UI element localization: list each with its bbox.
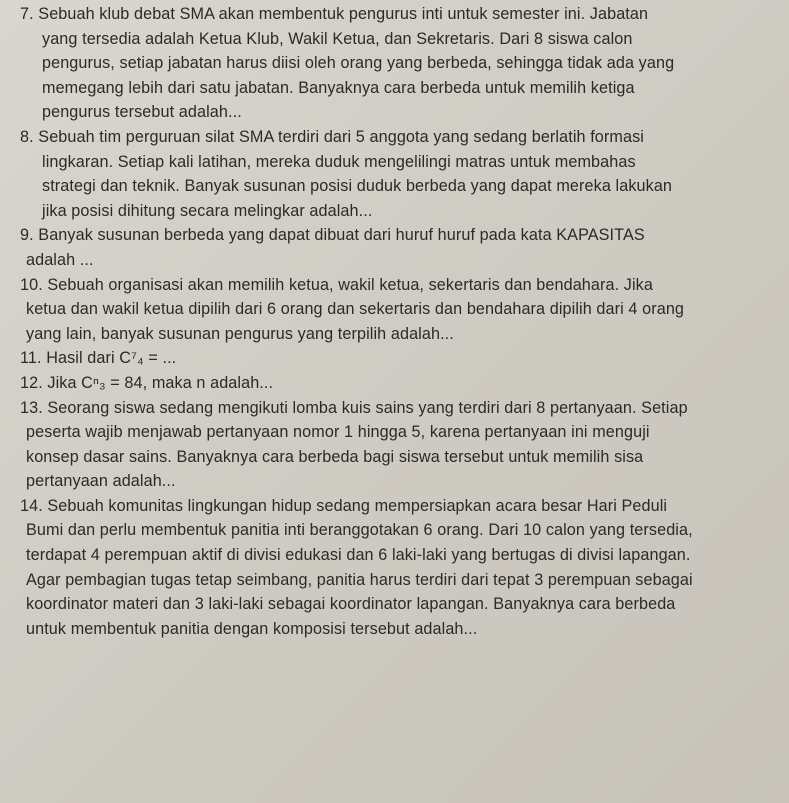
question-line: Agar pembagian tugas tetap seimbang, panitia harus terdiri dari tepat 3 perempuan sebagai: [26, 570, 693, 589]
question-line: 14. Sebuah komunitas lingkungan hidup sedang mempersiapkan acara besar Hari Peduli: [20, 496, 668, 515]
question-line: ketua dan wakil ketua dipilih dari 6 orang dan sekertaris dan bendahara dipilih dari 4 orang: [26, 300, 685, 319]
question-line: strategi dan teknik. Banyak susunan posisi duduk berbeda yang dapat mereka lakukan: [42, 177, 673, 196]
question-9: [20, 223, 775, 272]
question-line: 11. Hasil dari C⁷₄ = ...: [20, 349, 177, 368]
question-14: [20, 494, 775, 642]
question-line: memegang lebih dari satu jabatan. Banyaknya cara berbeda untuk memilih ketiga: [42, 78, 635, 97]
question-line: 10. Sebuah organisasi akan memilih ketua, wakil ketua, sekertaris dan bendahara. Jika: [20, 275, 653, 294]
question-line: lingkaran. Setiap kali latihan, mereka duduk mengelilingi matras untuk membahas: [42, 152, 636, 171]
question-line: Bumi dan perlu membentuk panitia inti beranggotakan 6 orang. Dari 10 calon yang tersedia,: [26, 521, 693, 540]
question-7: [20, 2, 775, 125]
question-line: koordinator materi dan 3 laki-laki sebagai koordinator lapangan. Banyaknya cara berbeda: [26, 595, 676, 614]
question-line: peserta wajib menjawab pertanyaan nomor 1 hingga 5, karena pertanyaan ini menguji: [26, 423, 650, 442]
question-line: 8. Sebuah tim perguruan silat SMA terdiri dari 5 anggota yang sedang berlatih formasi: [20, 127, 644, 146]
question-10: [20, 273, 775, 347]
question-line: konsep dasar sains. Banyaknya cara berbeda bagi siswa tersebut untuk memilih sisa: [26, 447, 644, 466]
question-12: [20, 371, 775, 396]
question-line: 12. Jika Cⁿ₃ = 84, maka n adalah...: [20, 373, 274, 392]
question-line: adalah ...: [26, 250, 94, 269]
question-line: 7. Sebuah klub debat SMA akan membentuk pengurus inti untuk semester ini. Jabatan: [20, 5, 649, 23]
question-line: pengurus tersebut adalah...: [42, 103, 242, 122]
question-line: yang tersedia adalah Ketua Klub, Wakil Ketua, dan Sekretaris. Dari 8 siswa calon: [42, 29, 633, 48]
question-11: [20, 346, 775, 371]
question-8: [20, 125, 775, 223]
question-line: terdapat 4 perempuan aktif di divisi edukasi dan 6 laki-laki yang bertugas di divisi lapangan.: [26, 546, 691, 565]
question-line: yang lain, banyak susunan pengurus yang terpilih adalah...: [26, 324, 454, 343]
question-line: 9. Banyak susunan berbeda yang dapat dibuat dari huruf huruf pada kata KAPASITAS: [20, 226, 645, 245]
question-13: [20, 396, 775, 494]
question-line: 13. Seorang siswa sedang mengikuti lomba kuis sains yang terdiri dari 8 pertanyaan. Setiap: [20, 398, 688, 417]
question-line: pengurus, setiap jabatan harus diisi oleh orang yang berbeda, sehingga tidak ada yang: [42, 54, 675, 73]
question-line: jika posisi dihitung secara melingkar adalah...: [42, 201, 373, 220]
question-line: untuk membentuk panitia dengan komposisi tersebut adalah...: [26, 619, 478, 638]
question-line: pertanyaan adalah...: [26, 472, 176, 491]
